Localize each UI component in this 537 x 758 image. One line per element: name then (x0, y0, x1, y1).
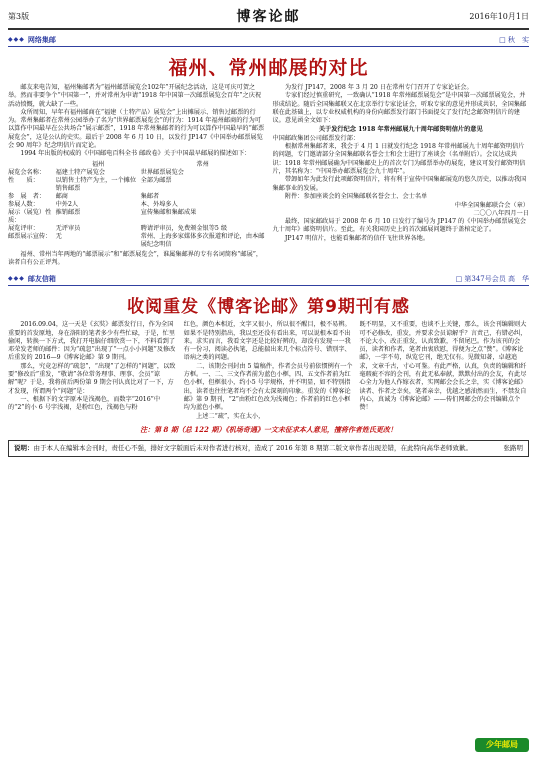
notice-label: 说明： (14, 443, 34, 452)
logo-text: 少年邮局 (486, 740, 518, 749)
article-author: □ 第347号会员 高 华 (455, 274, 529, 283)
column-1 (8, 321, 178, 421)
letter-attachment: 附件：参加座谈会的全国集邮联名誉会士、会士名单 (284, 192, 428, 200)
letter-signature: 中华全国集邮联合会（章） 二〇〇八年四月一日 (454, 202, 529, 218)
paragraph: 邮友来电告知，福州集邮者为“福州邮票展览会102年”开展纪念活动，这是可庆可贺之举。然而非要争个“中国第一”，并对常州为申请“1918 年中国第一次邮票展览会百年”之庆祝活动愤慨，就大缺了一些。 (8, 84, 262, 108)
article-body (8, 321, 529, 421)
article-body (8, 84, 529, 267)
table-row: 性 质： 以销售土特产为主，一个摊位销售邮票 全部为邮票 (8, 176, 172, 192)
column-header: 福州 (91, 160, 105, 168)
issue-date: 2016年10月1日 (469, 12, 529, 21)
table-row: 邮票展示宣传： 无 常州、上海多家媒体多次报道和评论，由本邮展纪念明信 (8, 232, 265, 248)
paragraph: 最终，国家邮政局于 2008 年 6 月 10 日发行了编号为 JP147 的《中国举办邮票展览会九十周年》邮资明信片。至此，有关我国历史上的首次邮展问题终于盖棺定论了。 (272, 218, 527, 234)
notice-text: 由于本人在编辑本会刊时，责任心不强，排好文字版面后未对作者进行核对，造成了 2016 年第 8 期第二版文章作者出现差错，在此特向高华老师致歉。 (33, 443, 472, 452)
section-label: 网络集邮 (27, 34, 56, 44)
paragraph: 红色，颜色本相近，文字又很小，所以很不醒目，极不易辨。如果不是特别指出，我以至还没有看出来，可以说根本看不出来。求实而言，我看文字还是比较好辨的，却没有发现一一我有一份习，阅读必执笔，总能揣出来几个标点符号、错别字、语病之类的问题。 (183, 321, 351, 362)
newspaper-title: 博客论邮 (236, 9, 301, 25)
paragraph: JP147 明信片，也能看集邮者的信仟飞往世界各地。 (284, 234, 430, 242)
comparison-table (8, 161, 265, 249)
column-2 (184, 321, 354, 421)
table-row: 参 展 者： 邮商 集邮者 (8, 192, 160, 200)
table-row: 参展人数： 中外2人 本、外埠多人 (8, 200, 178, 208)
left-column (8, 84, 265, 267)
correction-notice (8, 440, 529, 457)
letter-recipient: 中国邮政集团公司邮票发行部： (272, 134, 360, 142)
column-header: 常州 (196, 160, 209, 168)
paragraph: 专家们经过慎重研究，一致确认“1918 年常州邮票展览会”是中国第一次邮票展览会，并形成结论。随后全国集邮联又在北京举行专家论证会，听取专家的意见并形成共识，全国集邮联在此基础上，以专业权威机构的身份向邮票发行部门书面提交了发行纪念邮资明信片的建议。意见函全文如下： (272, 92, 527, 125)
section-bar-network (8, 33, 529, 47)
section-label: 邮友信箱 (27, 273, 56, 283)
letter-title: 关于发行纪念 1918 年常州邮展九十周年邮资明信片的意见 (318, 126, 483, 134)
letter-body: 根据常州集邮者来，我会于 4 月 1 日就发行纪念 1918 年常州邮展九十周年邮资明信片的问题，专门邀请部分全国集邮联名誉会士和会士进行了座谈会（名单附后）。会议达成共识：1918 年常州邮展确为中国集邮史上的首次专门为邮票举办的展览，建议可发行邮资明信片，其名称为：“中国举办邮票展览会九十周年”。 (272, 143, 526, 175)
masthead (8, 6, 529, 30)
notice-signer: 张路明 (503, 443, 523, 452)
paragraph: 二、该期会刊封由 5 篇稿件，作者会员号前依惯例有一个方框。一、二、三文作者前为蓝色小框，四、五文作者前为红色小框，但框很小，约小5 号字规格，并不明显，如不特别指出，读者也往往笔者均不会有太深刻的印象。重发的《博客论邮》第 9 期刊，“2”由粉红色改为浅褐色；作者前的红色小框均为蓝色小框。 (183, 362, 353, 412)
right-column (273, 84, 530, 267)
paragraph: 一、根据下的文字原本是浅褐色，而数字“2016”中的“2”的小 6 号字浅褐，是粉红色，浅褐色与粉 (8, 395, 161, 412)
paragraph: 为发行 JP147，2008 年 3 月 20 日在常州专门召开了专家论证会。 (284, 84, 473, 91)
paragraph: 众所周知，早年有福州邮商在“福建（土特产品）展览会”上出摊展示、销售过邮票的行为。常州集邮者在常州公园举办了名为“世界邮票展览会”的行为：1914 年福州邮商的行为可以算作中国最早在公共场合“展示邮票”，1918 年常州集邮者的行为可以算作中国最早的“邮票展览会”，这是公认的史实。最后于 2008 年 6 月 10 日，以发行 JP147《中国举办邮票展览会 90 周年》纪念明信片而定论。 (8, 108, 265, 150)
diamond-icon: ◆◆◆ (8, 36, 25, 43)
paragraph: 那么，究竟怎样的“疏忽”，“出现”了怎样的“问题”，以致要“修改后”重发，“敬请”各位常务理事、理事、会员“谅解”呢？于是，我将前后两份第 9 期会刊认真比对了一下，方才发现，所谓两个“问题”是： (8, 362, 176, 395)
paragraph: 上述二“疏”，实在太小， (196, 412, 265, 420)
paragraph: 2016.09.04，这一天是《玄奘》邮票发行日，作为全国重要的首发原地，身在洛阳的笔者多少有些忙碌，于是，忙里偷闲，转换一下方式，我打开电脑仔细欣赏一下，不料看到了邓荣发老师的邮件：因为“疏忽”出现了“一点小小问题”及修改后重发的 2016—9《博客论邮》第 9 期刊。 (8, 321, 176, 362)
diamond-icon: ◆◆◆ (8, 275, 25, 283)
logo (475, 738, 529, 752)
table-row: 展示（展览）性质： 推销邮票 宣传集邮和集邮成果 (8, 208, 197, 224)
table-row: 展览会名称： 福建土特产展览会 世界邮票展览会 (8, 168, 184, 176)
table-header-row (8, 161, 265, 169)
paragraph: 既不明显，又不重要，也谈不上关键，那么，该会刊编辑则大可不必修改，重发，并要求会员谅解乎？言责己，有错必纠，不论大小，改正重发，认真致歉，不留尾巴。作为该刊的会员，读者和作者，笔者由衷欣慰，得便为之点“赞”。《博客论邮》，一字不苟，纵览它刊，绝无仅有。见微知著，卓越追求，文章千古，寸心可鉴。有此严格，认真，负责的编辑和纤毫瑕疵不容的会刊，有此无私奉献，默默付出的会友，有此尽心全力为他人作嫁衣者，实网邮会会长之幸，实《博客论邮》读者、作者之幸矣，笔者亲幸，优越之感油然而生，不禁发自内心，真诚为《博客论邮》——传们网邮会的会刊编辑点个赞！ (359, 321, 527, 412)
paragraph: 福州、常州当年两地的“邮票展示”和“邮票展览会”，谁属集邮界的专有名词简称“邮展”，读者自有公正评判。 (8, 250, 263, 266)
table-row: 展览评审： 无评审员 聘请评审员，免费颁金银等5 级 (8, 224, 228, 232)
letter-body: 带卸如年为此发行此项邮资明信片，将有利于宣传中国集邮展览的悠久历史，以推动我国集邮事业的发展。 (272, 176, 527, 192)
page-number: 第3版 (8, 12, 30, 21)
article-title: 福州、常州邮展的对比 (168, 57, 369, 79)
editor-note: 注：第 8 期（总 122 期）《机场奇遇》一文未征求本人意见，擅将作者姓氏更改！ (140, 424, 397, 434)
letter-block (273, 126, 530, 201)
column-3 (359, 321, 529, 421)
section-bar-mailbox (8, 272, 529, 286)
paragraph: 1994 年出版的权威的《中国邮电百科全书 邮政卷》关于中国最早邮展的描述如下： (20, 150, 251, 158)
article-title: 收阅重发《博客论邮》第9期刊有感 (127, 297, 410, 318)
article-author: □ 秋 实 (499, 35, 529, 44)
